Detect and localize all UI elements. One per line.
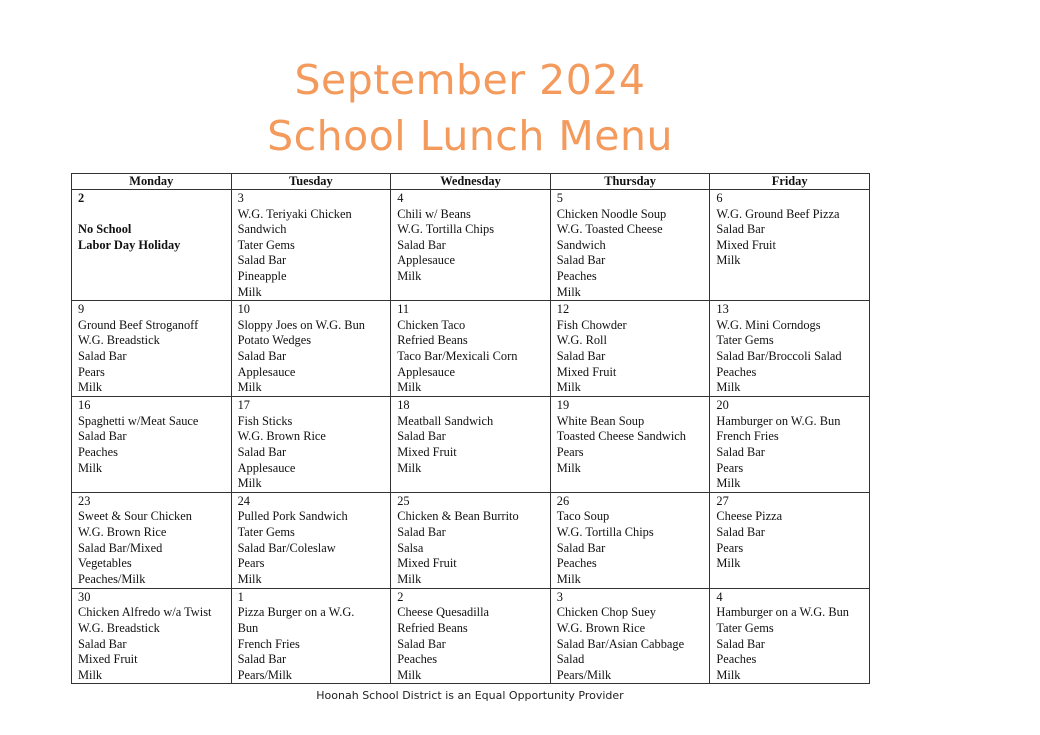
menu-item: Salad Bar/Mixed	[78, 540, 163, 555]
menu-item: French Fries	[716, 429, 779, 444]
day-cell	[550, 588, 710, 684]
menu-item: Milk	[716, 556, 741, 571]
day-cell	[72, 397, 232, 493]
day-number: 13	[716, 302, 729, 317]
footer-equal-opportunity: Hoonah School District is an Equal Opportunity Provider	[316, 689, 624, 702]
menu-item: Potato Wedges	[237, 333, 312, 348]
day-cell	[391, 588, 551, 684]
day-number: 10	[237, 302, 250, 317]
day-number: 11	[397, 302, 410, 317]
menu-item: W.G. Mini Corndogs	[716, 317, 821, 332]
menu-item: Meatball Sandwich	[397, 413, 494, 428]
day-cell	[710, 190, 870, 301]
menu-item: Salad	[556, 652, 585, 667]
menu-item: Milk	[237, 571, 262, 586]
menu-item: Sweet & Sour Chicken	[78, 509, 192, 524]
day-cell	[231, 301, 391, 397]
menu-item: W.G. Tortilla Chips	[397, 222, 495, 237]
menu-item: Milk	[716, 476, 741, 491]
menu-item: Salad Bar	[556, 348, 606, 363]
menu-item: Applesauce	[397, 253, 455, 268]
menu-item: Milk	[237, 284, 262, 299]
day-number: 27	[716, 493, 729, 508]
day-cell	[72, 588, 232, 684]
menu-item: Milk	[397, 268, 422, 283]
menu-item: Salad Bar	[78, 429, 127, 444]
menu-item: Milk	[397, 380, 422, 395]
day-number: 3	[237, 191, 244, 205]
header-tuesday: Tuesday	[231, 174, 391, 190]
week-row	[72, 190, 870, 301]
day-cell	[72, 301, 232, 397]
menu-item: W.G. Brown Rice	[78, 524, 167, 539]
day-number: 3	[556, 589, 563, 604]
menu-item	[78, 207, 231, 223]
day-number: 9	[78, 302, 85, 317]
menu-item: French Fries	[237, 636, 300, 651]
week-row	[72, 301, 870, 397]
menu-item: Milk	[556, 460, 581, 475]
day-cell	[550, 190, 710, 301]
menu-item: Milk	[397, 571, 422, 586]
day-number: 6	[716, 191, 723, 205]
menu-item: Peaches	[556, 556, 597, 571]
week-row	[72, 492, 870, 588]
menu-item: Milk	[78, 667, 103, 682]
menu-item: Applesauce	[397, 364, 455, 379]
menu-item: Peaches	[397, 652, 438, 667]
header-friday: Friday	[710, 174, 870, 190]
menu-item: Salad Bar	[397, 237, 446, 252]
menu-item: Milk	[397, 460, 422, 475]
menu-item: W.G. Ground Beef Pizza	[716, 206, 840, 221]
menu-item: Milk	[716, 667, 741, 682]
menu-item: Milk	[716, 380, 741, 395]
week-row	[72, 397, 870, 493]
menu-item: Milk	[78, 460, 103, 475]
day-cell	[391, 492, 551, 588]
menu-item: Bun	[237, 620, 259, 635]
day-cell	[710, 397, 870, 493]
menu-item: Sloppy Joes on W.G. Bun	[237, 317, 365, 332]
menu-item: Refried Beans	[397, 333, 468, 348]
menu-item: White Bean Soup	[556, 413, 645, 428]
day-number: 4	[716, 589, 723, 604]
menu-item: Salad Bar	[397, 429, 446, 444]
menu-item: Mixed Fruit	[397, 444, 457, 459]
header-thursday: Thursday	[550, 174, 710, 190]
menu-item: W.G. Teriyaki Chicken	[237, 206, 352, 221]
menu-item: Hamburger on a W.G. Bun	[716, 605, 849, 620]
menu-item: Applesauce	[237, 460, 296, 475]
menu-item: Salad Bar	[556, 540, 606, 555]
menu-item: Mixed Fruit	[397, 556, 457, 571]
menu-item: Sandwich	[556, 237, 606, 252]
menu-item: Salad Bar	[237, 444, 287, 459]
day-cell	[72, 190, 232, 301]
menu-item: Milk	[397, 667, 422, 682]
page-title-menu: School Lunch Menu	[267, 112, 673, 160]
menu-item: Salad Bar	[78, 348, 127, 363]
menu-item: Milk	[556, 380, 581, 395]
day-number: 26	[556, 493, 570, 508]
menu-item: Tater Gems	[237, 237, 295, 252]
day-number: 5	[556, 191, 563, 205]
menu-item: Salad Bar/Broccoli Salad	[716, 348, 842, 363]
menu-item: Mixed Fruit	[716, 237, 776, 252]
menu-item: Tater Gems	[716, 333, 774, 348]
menu-item: Ground Beef Stroganoff	[78, 317, 199, 332]
day-number: 2	[397, 589, 404, 604]
menu-item: Pears/Milk	[556, 667, 612, 682]
day-cell	[391, 397, 551, 493]
day-number: 17	[237, 398, 250, 413]
day-number: 19	[556, 398, 570, 413]
lunch-menu-calendar	[71, 173, 870, 684]
menu-item: Milk	[716, 253, 741, 268]
menu-item: Chili w/ Beans	[397, 206, 471, 221]
menu-item: Toasted Cheese Sandwich	[556, 429, 686, 444]
day-number: 12	[556, 302, 570, 317]
menu-item: Spaghetti w/Meat Sauce	[78, 413, 199, 428]
menu-item: Milk	[556, 571, 581, 586]
menu-item: Chicken & Bean Burrito	[397, 509, 519, 524]
menu-item: Peaches	[716, 652, 757, 667]
menu-item: Pizza Burger on a W.G.	[237, 605, 355, 620]
menu-item: Pears/Milk	[237, 667, 292, 682]
menu-item: Tater Gems	[716, 620, 774, 635]
day-number: 4	[397, 191, 404, 205]
menu-item: W.G. Roll	[556, 333, 607, 348]
menu-item: Applesauce	[237, 364, 296, 379]
menu-item: Vegetables	[78, 556, 132, 571]
menu-item: Peaches	[556, 268, 597, 283]
day-cell	[231, 397, 391, 493]
day-number: 20	[716, 398, 729, 413]
menu-item: Salad Bar/Asian Cabbage	[556, 636, 685, 651]
menu-item: Salad Bar	[556, 253, 606, 268]
menu-item: Pears	[716, 460, 744, 475]
menu-item: Labor Day Holiday	[78, 237, 181, 252]
menu-item: Salad Bar	[716, 636, 765, 651]
day-cell	[391, 190, 551, 301]
day-number: 16	[78, 398, 91, 413]
menu-item: Sandwich	[237, 222, 287, 237]
menu-item: Pineapple	[237, 268, 287, 283]
menu-item: Salsa	[397, 540, 424, 555]
header-monday: Monday	[72, 174, 232, 190]
menu-item: Chicken Noodle Soup	[556, 206, 667, 221]
menu-item: Salad Bar	[397, 524, 446, 539]
menu-item: Peaches	[78, 444, 118, 459]
day-cell	[391, 301, 551, 397]
menu-item: Pears	[78, 364, 105, 379]
day-cell	[710, 301, 870, 397]
menu-item: Mixed Fruit	[556, 364, 617, 379]
week-row	[72, 588, 870, 684]
menu-item: Salad Bar	[397, 636, 446, 651]
menu-item: Tater Gems	[237, 524, 295, 539]
menu-item: Cheese Quesadilla	[397, 605, 490, 620]
day-cell	[710, 588, 870, 684]
menu-item: W.G. Tortilla Chips	[556, 524, 654, 539]
menu-item: Salad Bar	[78, 636, 127, 651]
menu-item: Milk	[237, 476, 262, 491]
menu-item: Milk	[237, 380, 262, 395]
day-cell	[231, 190, 391, 301]
day-cell	[710, 492, 870, 588]
menu-item: Peaches	[716, 364, 757, 379]
day-cell	[550, 301, 710, 397]
day-cell	[550, 492, 710, 588]
menu-item: W.G. Breadstick	[78, 333, 160, 348]
menu-item: Cheese Pizza	[716, 509, 783, 524]
day-number: 30	[78, 589, 91, 604]
menu-item: Milk	[556, 284, 581, 299]
menu-item: Chicken Taco	[397, 317, 466, 332]
menu-item: Pears	[556, 444, 584, 459]
day-cell	[231, 588, 391, 684]
menu-item: Pulled Pork Sandwich	[237, 509, 348, 524]
menu-item: Taco Soup	[556, 509, 610, 524]
day-number: 2	[78, 191, 85, 205]
day-cell	[72, 492, 232, 588]
page-title-month: September 2024	[294, 56, 646, 104]
day-number: 1	[237, 589, 244, 604]
menu-item: Salad Bar	[716, 444, 765, 459]
menu-item: Salad Bar	[716, 222, 765, 237]
menu-item: Chicken Chop Suey	[556, 605, 656, 620]
menu-item: Mixed Fruit	[78, 652, 138, 667]
menu-item: W.G. Breadstick	[78, 620, 160, 635]
menu-item: Salad Bar	[237, 253, 287, 268]
menu-item: W.G. Brown Rice	[237, 429, 326, 444]
day-number: 24	[237, 493, 250, 508]
menu-item: Pears	[716, 540, 744, 555]
day-cell	[550, 397, 710, 493]
menu-item: Refried Beans	[397, 620, 468, 635]
menu-item: Peaches/Milk	[78, 571, 146, 586]
menu-item: Fish Sticks	[237, 413, 293, 428]
menu-item: Salad Bar	[716, 524, 765, 539]
menu-item: Salad Bar	[237, 348, 287, 363]
menu-item: Hamburger on W.G. Bun	[716, 413, 841, 428]
menu-item: Pears	[237, 556, 265, 571]
day-number: 18	[397, 398, 410, 413]
day-number: 25	[397, 493, 410, 508]
menu-item: Salad Bar/Coleslaw	[237, 540, 336, 555]
menu-item: W.G. Brown Rice	[556, 620, 646, 635]
menu-item: Milk	[78, 380, 103, 395]
menu-item: Fish Chowder	[556, 317, 627, 332]
menu-item: Salad Bar	[237, 652, 287, 667]
header-wednesday: Wednesday	[391, 174, 551, 190]
day-number: 23	[78, 493, 91, 508]
menu-item: Chicken Alfredo w/a Twist	[78, 605, 212, 620]
menu-item: W.G. Toasted Cheese	[556, 222, 663, 237]
day-cell	[231, 492, 391, 588]
menu-item: No School	[78, 222, 132, 237]
weekday-header-row	[72, 174, 870, 190]
menu-item: Taco Bar/Mexicali Corn	[397, 348, 518, 363]
